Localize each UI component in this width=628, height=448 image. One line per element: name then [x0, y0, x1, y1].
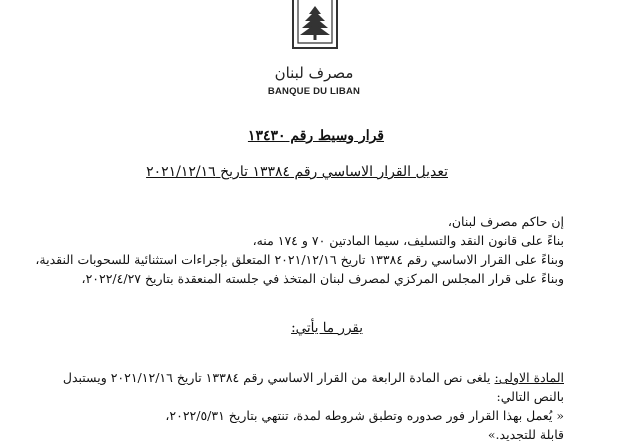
- decides-heading: يقرر ما يأتي:: [291, 320, 363, 336]
- article-1-label: المادة الاولى:: [494, 370, 564, 385]
- article-1-line-2: بالنص التالي:: [496, 389, 564, 404]
- bank-name-english: BANQUE DU LIBAN: [267, 86, 361, 97]
- preamble-line: إن حاكم مصرف لبنان،: [447, 214, 564, 229]
- decision-subtitle: تعديل القرار الاساسي رقم ١٣٣٨٤ تاريخ ٢٠٢١/١٢/١٦: [146, 164, 448, 180]
- decision-title: قرار وسيط رقم ١٣٤٣٠: [247, 128, 384, 144]
- article-1-quote-2: قابلة للتجديد.»: [487, 427, 564, 442]
- bank-name-arabic: مصرف لبنان: [274, 64, 354, 82]
- cedar-logo-icon: [290, 0, 340, 52]
- preamble-line: وبناءً على قرار المجلس المركزي لمصرف لبنان المتخذ في جلسته المنعقدة بتاريخ ٢٠٢٢/٤/٢٧،: [81, 271, 564, 286]
- article-1-text: يلغى نص المادة الرابعة من القرار الاساسي رقم ١٣٣٨٤ تاريخ ٢٠٢١/١٢/١٦ ويستبدل: [62, 370, 491, 385]
- preamble-line: بناءً على قانون النقد والتسليف، سيما المادتين ٧٠ و ١٧٤ منه،: [252, 233, 564, 248]
- article-1-line: [63, 370, 564, 385]
- article-1-quote-1: « يُعمل بهذا القرار فور صدوره وتطبق شروطه لمدة، تنتهي بتاريخ ٢٠٢٢/٥/٣١،: [165, 408, 564, 423]
- preamble-line: وبناءً على القرار الاساسي رقم ١٣٣٨٤ تاريخ ٢٠٢١/١٢/١٦ المتعلق بإجراءات استثنائية للسحوبات النقدية،: [35, 252, 564, 267]
